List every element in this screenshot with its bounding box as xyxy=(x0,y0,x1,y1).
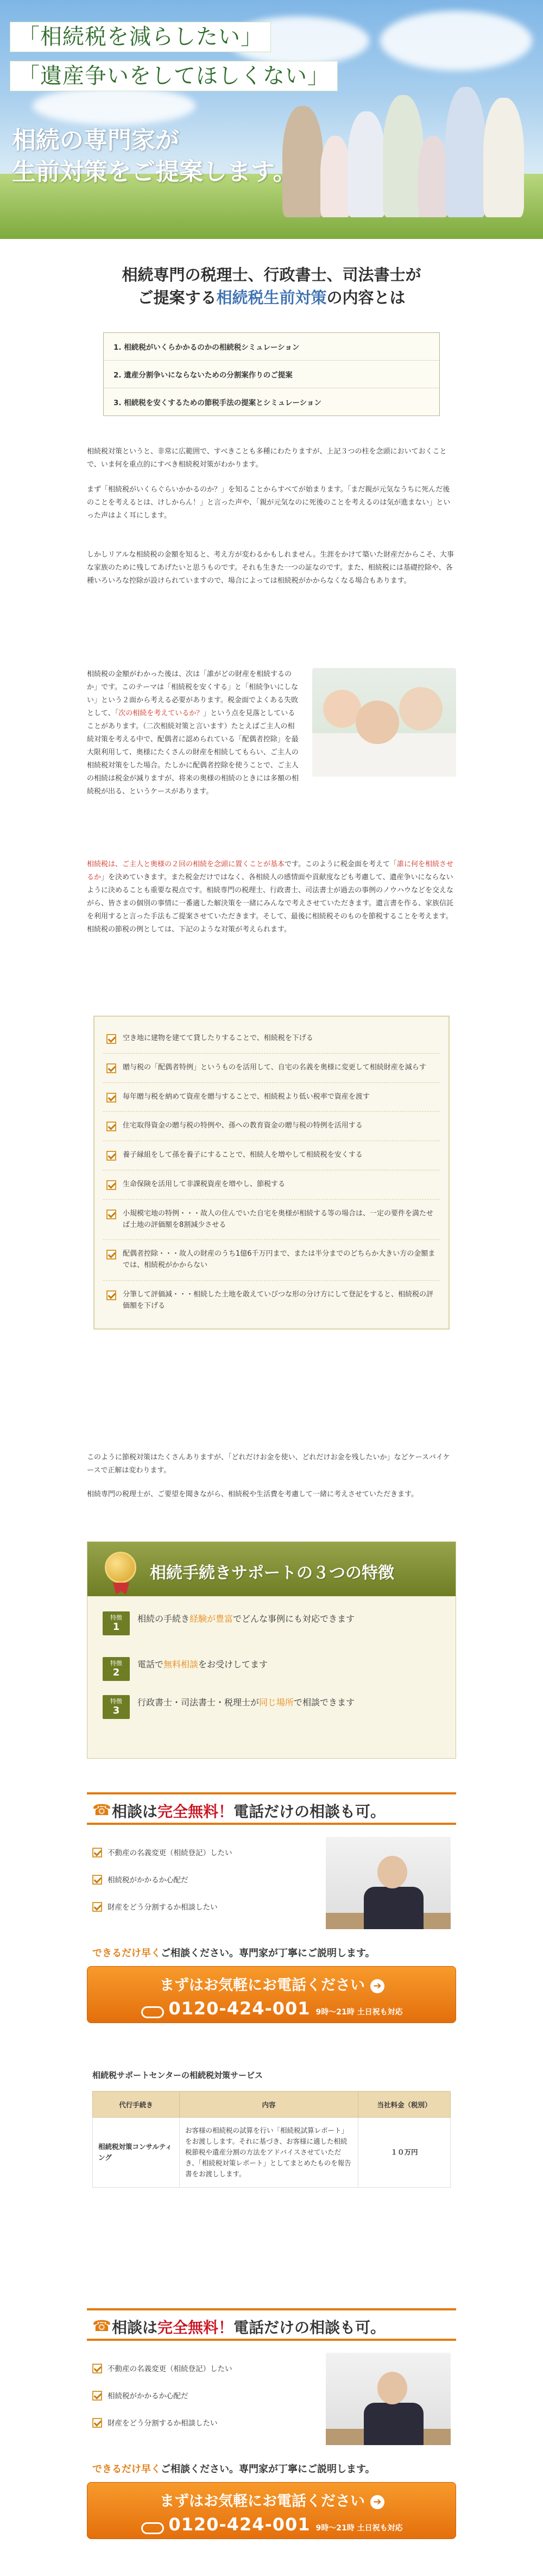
consult-item-text: 財産をどう分割するか相談したい xyxy=(108,1903,218,1912)
badge-number: 2 xyxy=(112,1667,120,1679)
consult-title xyxy=(112,1800,386,1822)
photo-suit xyxy=(364,2403,424,2445)
table-header: 代行手続き xyxy=(93,2092,180,2118)
paragraph: このように節税対策はたくさんありますが、「どれだけお金を使い、どれだけお金を残したいか」などケースバイケースで正解は変わります。 xyxy=(87,1453,450,1475)
table-cell: 相続税対策コンサルティング xyxy=(93,2118,180,2188)
consult-item xyxy=(92,1901,218,1912)
section-title-1: 相続専門の税理士、行政書士、司法書士が xyxy=(122,266,421,284)
text: 相談は xyxy=(112,1803,158,1821)
hero-lead-1: 相続の専門家が xyxy=(12,127,179,154)
arrow-right-icon: ➔ xyxy=(370,2495,384,2509)
checklist-item xyxy=(103,1141,440,1170)
text-highlight: 次の相続を考えているか？ xyxy=(118,709,204,718)
features-header xyxy=(87,1542,456,1596)
text: まずはお気軽にお電話ください xyxy=(160,1977,365,1994)
table-cell: お客様の相続税の試算を行い「相続税試算レポート」をお渡しします。それに基づき、お客様に適した相続税節税や遺産分割の方法をアドバイスさせていただき、「相続税対策レポート」としてまとめたものを報告書をお渡しします。 xyxy=(180,2118,358,2188)
family-member xyxy=(383,95,424,217)
checklist-text: 空き地に建物を建てて貸したりすることで、相続税を下げる xyxy=(123,1034,313,1042)
text: まずはお気軽にお電話ください xyxy=(160,2493,365,2510)
key-point: 1. 相続税がいくらかかるのかの相続税シミュレーション xyxy=(104,333,439,361)
consult-item-text: 不動産の名義変更（相続登記）したい xyxy=(108,2365,232,2373)
family-member xyxy=(348,111,386,217)
service-table xyxy=(92,2091,451,2188)
checklist-item xyxy=(103,1170,440,1200)
consult-item xyxy=(92,1874,188,1885)
text-highlight: 相続税は、ご主人と奥様の２回の相続を念頭に置くことが基本 xyxy=(87,860,285,868)
text: をお受けしてます xyxy=(198,1659,268,1670)
text: 相談は xyxy=(112,2319,158,2336)
check-icon xyxy=(92,2364,102,2373)
features-box xyxy=(87,1541,456,1759)
table-header-row xyxy=(93,2092,451,2118)
title-highlight: 相続税生前対策 xyxy=(216,288,327,307)
photo-face xyxy=(377,1856,407,1888)
call-button[interactable] xyxy=(87,2482,456,2539)
text: 行政書士・司法書士・税理士が xyxy=(137,1697,260,1708)
checklist-item xyxy=(103,1281,440,1321)
call-button-label xyxy=(87,1973,457,1994)
consult-item-text: 相続税がかかるか心配だ xyxy=(108,2392,188,2401)
checklist-text: 配偶者控除・・・故人の財産のうち1億6千万円まで、または半分までのどちらか大きい方の金額までは、相続税がかからない xyxy=(123,1250,435,1270)
checklist-text: 分筆して評価減・・・相続した土地を敢えていびつな形の分け方にして登記をすると、相続税の評価額を下げる xyxy=(123,1290,434,1310)
key-points-box xyxy=(103,332,440,416)
text: 相続税の金額がわかった後は、次は「誰がどの財産を相続するのか」です。このテーマは「相続税を安くする」と「相続争いにしない」という２面から考える必要があります。税金面でよくある失敗として、「 xyxy=(87,670,298,718)
family-photo xyxy=(312,668,456,777)
text: 電話だけの相談も可。 xyxy=(233,2319,386,2336)
consult-item-text: 相続税がかかるか心配だ xyxy=(108,1876,188,1885)
text-highlight: 無料相談 xyxy=(163,1659,199,1670)
freedial-icon xyxy=(141,2006,164,2018)
text: でどんな事例にも対応できます xyxy=(233,1614,355,1624)
text: 相続の手続き xyxy=(137,1614,190,1624)
phone-number: 0120-424-001 xyxy=(168,1998,311,2019)
checklist-text: 住宅取得資金の贈与税の特例や、孫への教育資金の贈与税の特例を活用する xyxy=(123,1122,363,1130)
consult-item xyxy=(92,2363,232,2373)
check-icon xyxy=(106,1093,116,1103)
table-cell: １０万円 xyxy=(358,2118,451,2188)
feature-item xyxy=(103,1611,445,1635)
consult-item-text: 不動産の名義変更（相続登記）したい xyxy=(108,1849,232,1857)
paragraph xyxy=(87,668,301,798)
section-title-2 xyxy=(87,286,456,309)
phone-icon: ☎ xyxy=(92,1801,111,1819)
key-point: 2. 遺産分割争いにならないための分割案作りのご提案 xyxy=(104,361,439,388)
consultant-photo xyxy=(326,1837,451,1929)
feature-item xyxy=(103,1695,445,1719)
table-header: 内容 xyxy=(180,2092,358,2118)
text: 」を決めていきます。また税金だけではなく、各相続人の感情面や貢献度なども考慮して、遺産争いにならないように決めることも重要な視点です。相続専門の税理士、行政書士、司法書士が過去の事例のノウハウなどを交えながら、皆さまの個別の事情に一番適した解決策を一緒にみんなで考えさせていただきます。遺言書を作る、家族信託を利用すると言った手法もご提案させていただきます。そして、最後に相続税そのものを節税することを考えます。相続税の節税の例としては、下記のような対策が考えられます。 xyxy=(87,873,453,934)
arrow-right-icon: ➔ xyxy=(370,1979,384,1993)
text-highlight: 同じ場所 xyxy=(259,1697,294,1708)
check-icon xyxy=(92,2418,102,2428)
check-icon xyxy=(106,1210,116,1219)
call-button[interactable] xyxy=(87,1966,456,2023)
checklist-text: 毎年贈与税を納めて資産を贈与することで、相続税より低い税率で資産を渡す xyxy=(123,1092,370,1101)
savings-checklist xyxy=(93,1016,450,1330)
check-icon xyxy=(92,1875,102,1885)
check-icon xyxy=(92,1848,102,1857)
hours: 9時～21時 土日祝も対応 xyxy=(315,2524,403,2533)
consult-header xyxy=(87,1792,456,1825)
text: 」という点を見落としていることがあります。（二次相続対策と言います）たとえばご主人の相続対策を考える中で、配偶者に認められている「配偶者控除」を最大限利用して、奥様にたくさんの財産を相続してもらい、ご主人の相続税対策をした場合。たしかに配偶者控除を使うことで、ご主人の相続は税金が減りますが、将来の奥様の相続のときには多額の相続税が出る、というケースがあります。 xyxy=(87,709,299,796)
key-point: 3. 相続税を安くするための節税手法の提案とシミュレーション xyxy=(113,399,321,407)
consult-item xyxy=(92,1847,232,1857)
cloud xyxy=(380,11,532,71)
checklist-text: 養子縁組をして孫を養子にすることで、相続人を増やして相続税を安くする xyxy=(123,1151,363,1160)
checklist-item xyxy=(103,1240,440,1281)
freedial-icon xyxy=(141,2522,164,2534)
consult-header xyxy=(87,2308,456,2341)
feature-text xyxy=(137,1657,268,1672)
consult-title xyxy=(112,2316,386,2338)
feature-text xyxy=(137,1611,355,1626)
consult-box xyxy=(87,2308,456,2553)
checklist-text: 生命保険を活用して非課税資産を増やし、節税する xyxy=(123,1180,286,1188)
consult-item-text: 財産をどう分割するか相談したい xyxy=(108,2419,218,2428)
text: ご相談ください。専門家が丁寧にご説明します。 xyxy=(161,2464,375,2475)
badge-label: 特徴 xyxy=(110,1614,122,1621)
features-title: 相続手続きサポートの３つの特徴 xyxy=(150,1564,394,1583)
hero-lead xyxy=(12,125,296,188)
check-icon xyxy=(106,1063,116,1073)
call-button-tel xyxy=(87,1998,457,2019)
checklist-text: 贈与税の「配偶者特例」というものを活用して、自宅の名義を奥様に変更して相続財産を減らす xyxy=(123,1063,426,1072)
text-highlight: 誰に何を相続させるか xyxy=(87,860,453,882)
phone-icon: ☎ xyxy=(92,2317,111,2335)
call-button-tel xyxy=(87,2514,457,2535)
consult-item xyxy=(92,2390,188,2401)
badge-number: 1 xyxy=(112,1621,120,1633)
checklist-item xyxy=(103,1200,440,1240)
text: 電話で xyxy=(137,1659,164,1670)
check-icon xyxy=(106,1290,116,1300)
family-member xyxy=(320,136,350,217)
feature-badge xyxy=(103,1695,130,1719)
consult-note xyxy=(92,1945,375,1960)
paragraph: まず「相続税がいくらぐらいかかるのか？」を知ることからすべてが始まります。「まだ親が元気なうちに死んだ後のことを考えるとは、けしからん！」と言った声や、「親が元気なのに死後のことを考えるのは気が進まない」といった声はよく耳にします。 xyxy=(87,486,451,520)
check-icon xyxy=(106,1151,116,1161)
checklist-item xyxy=(103,1112,440,1141)
checklist-text: 小規模宅地の特例・・・故人の住んでいた自宅を奥様が相続する等の場合は、一定の要件を満たせば土地の評価額を8割減少させる xyxy=(123,1209,434,1229)
badge-label: 特徴 xyxy=(110,1698,122,1705)
check-icon xyxy=(92,1902,102,1912)
text-highlight: できるだけ早く xyxy=(92,2464,161,2475)
check-icon xyxy=(106,1034,116,1044)
text-highlight: 完全無料！ xyxy=(157,2319,234,2336)
feature-item xyxy=(103,1657,445,1681)
family-member xyxy=(418,136,448,217)
family-member xyxy=(483,98,524,217)
photo-person xyxy=(399,687,443,730)
family-member xyxy=(445,87,486,217)
title-part: の内容とは xyxy=(326,288,406,307)
consult-box xyxy=(87,1792,456,2037)
feature-badge xyxy=(103,1611,130,1635)
text: で相談できます xyxy=(294,1697,355,1708)
consultant-photo xyxy=(326,2353,451,2445)
feature-text xyxy=(137,1695,355,1710)
table-row xyxy=(93,2118,451,2188)
hero-tag-1: 「相続税を減らしたい」 xyxy=(10,22,271,52)
checklist-item xyxy=(103,1083,440,1112)
text-highlight: 完全無料！ xyxy=(157,1803,234,1821)
check-icon xyxy=(106,1180,116,1190)
check-icon xyxy=(106,1122,116,1131)
feature-badge xyxy=(103,1657,130,1681)
text: 電話だけの相談も可。 xyxy=(233,1803,386,1821)
checklist-item xyxy=(103,1024,440,1054)
text-highlight: できるだけ早く xyxy=(92,1948,161,1959)
check-icon xyxy=(92,2391,102,2401)
paragraph: しかしリアルな相続税の金額を知ると、考え方が変わるかもしれません。生涯をかけて築いた財産だからこそ、大事な家族のために残してあげたいと思うものです。それも生きた一つの証なのです。また、相続税には基礎控除や、各種いろいろな控除が設けられていますので、場合によっては相続税がかからなくなる場合もあります。 xyxy=(87,551,454,585)
table-header: 当社料金（税別） xyxy=(358,2092,451,2118)
consult-item xyxy=(92,2417,218,2428)
call-button-label xyxy=(87,2489,457,2510)
phone-number: 0120-424-001 xyxy=(168,2514,311,2535)
hero-banner xyxy=(0,0,543,239)
hero-lead-2: 生前対策をご提案します。 xyxy=(12,158,297,186)
photo-face xyxy=(377,2372,407,2404)
hero-tag-2: 「遺産争いをしてほしくない」 xyxy=(10,61,338,91)
medal-icon xyxy=(105,1552,136,1583)
photo-person xyxy=(356,701,399,744)
hours: 9時～21時 土日祝も対応 xyxy=(315,2008,403,2017)
checklist-item xyxy=(103,1054,440,1083)
check-icon xyxy=(106,1250,116,1259)
paragraph: 相続専門の税理士が、ご要望を聞きながら、相続税や生活費を考慮して一緒に考えさせていただきます。 xyxy=(87,1490,418,1498)
consult-note xyxy=(92,2461,375,2476)
cloud xyxy=(33,87,195,125)
photo-suit xyxy=(364,1887,424,1929)
title-part: ご提案する xyxy=(137,288,217,307)
text: です。このように税金面を考えて「 xyxy=(285,860,397,868)
text: ご相談ください。専門家が丁寧にご説明します。 xyxy=(161,1948,375,1959)
badge-label: 特徴 xyxy=(110,1660,122,1667)
paragraph xyxy=(87,858,456,936)
text-highlight: 経験が豊富 xyxy=(190,1614,233,1624)
paragraph: 相続税対策というと、非常に広範囲で、すべきことも多種にわたりますが、上記３つの柱を念頭においておくことで、いま何を重点的にすべき相続税対策がわかります。 xyxy=(87,448,447,469)
service-table-title: 相続税サポートセンターの相続税対策サービス xyxy=(92,2070,263,2080)
badge-number: 3 xyxy=(112,1705,120,1717)
section-title xyxy=(87,263,456,309)
